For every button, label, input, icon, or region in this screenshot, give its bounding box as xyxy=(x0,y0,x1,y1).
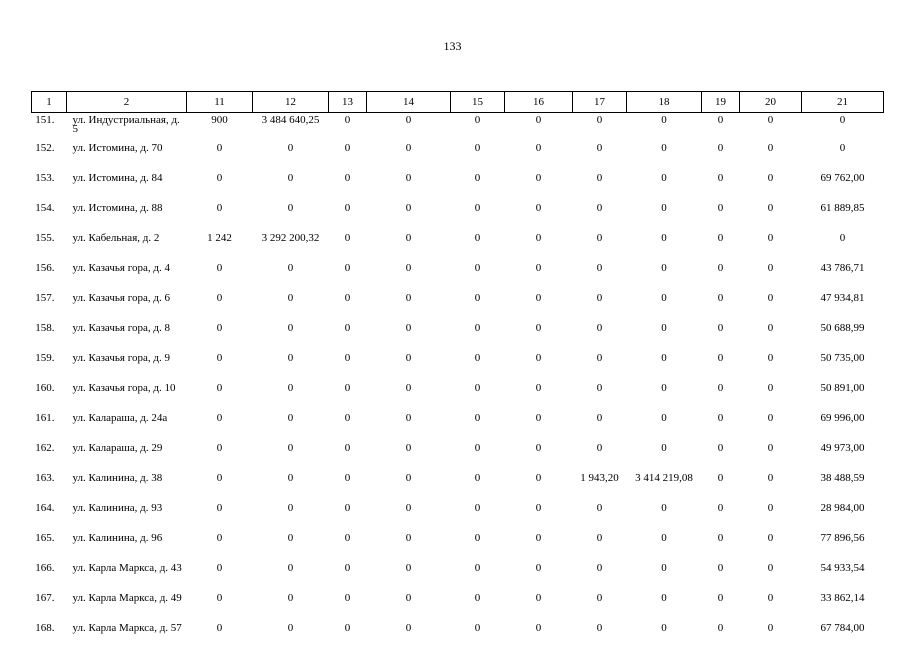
value-cell: 0 xyxy=(740,470,802,500)
value-cell: 0 xyxy=(253,440,329,470)
address-cell: ул. Калинина, д. 96 xyxy=(67,530,187,560)
value-cell: 0 xyxy=(451,113,505,141)
value-cell: 0 xyxy=(740,590,802,620)
row-number-cell: 162. xyxy=(32,440,67,470)
table-row xyxy=(32,500,884,530)
value-cell: 0 xyxy=(187,470,253,500)
value-cell: 0 xyxy=(329,620,367,650)
table-row xyxy=(32,200,884,230)
value-cell: 0 xyxy=(367,290,451,320)
table-row xyxy=(32,590,884,620)
value-cell: 0 xyxy=(253,500,329,530)
value-cell: 0 xyxy=(627,290,702,320)
value-cell: 0 xyxy=(505,320,573,350)
value-cell: 0 xyxy=(505,620,573,650)
value-cell: 0 xyxy=(187,590,253,620)
value-cell: 0 xyxy=(627,560,702,590)
value-cell: 0 xyxy=(187,350,253,380)
value-cell: 0 xyxy=(740,290,802,320)
page-number: 133 xyxy=(0,39,905,54)
value-cell: 3 292 200,32 xyxy=(253,230,329,260)
table-row xyxy=(32,380,884,410)
address-cell: ул. Истомина, д. 70 xyxy=(67,140,187,170)
row-number-cell: 152. xyxy=(32,140,67,170)
column-header-17: 17 xyxy=(573,92,627,113)
value-cell: 1 943,20 xyxy=(573,470,627,500)
value-cell: 0 xyxy=(187,320,253,350)
value-cell: 0 xyxy=(627,200,702,230)
address-cell: ул. Казачья гора, д. 4 xyxy=(67,260,187,290)
value-cell: 0 xyxy=(740,170,802,200)
value-cell: 0 xyxy=(367,113,451,141)
value-cell: 0 xyxy=(702,350,740,380)
value-cell: 0 xyxy=(573,560,627,590)
value-cell: 67 784,00 xyxy=(802,620,884,650)
value-cell: 0 xyxy=(702,170,740,200)
value-cell: 0 xyxy=(253,290,329,320)
value-cell: 0 xyxy=(253,380,329,410)
address-cell: ул. Калинина, д. 38 xyxy=(67,470,187,500)
table-body xyxy=(32,113,884,650)
value-cell: 0 xyxy=(329,113,367,141)
value-cell: 0 xyxy=(702,113,740,141)
value-cell: 0 xyxy=(505,230,573,260)
value-cell: 0 xyxy=(802,230,884,260)
value-cell: 28 984,00 xyxy=(802,500,884,530)
table-row xyxy=(32,140,884,170)
value-cell: 0 xyxy=(505,500,573,530)
table-row xyxy=(32,350,884,380)
value-cell: 0 xyxy=(187,380,253,410)
value-cell: 0 xyxy=(367,500,451,530)
value-cell: 0 xyxy=(627,380,702,410)
value-cell: 0 xyxy=(329,410,367,440)
value-cell: 0 xyxy=(740,530,802,560)
value-cell: 0 xyxy=(627,440,702,470)
value-cell: 0 xyxy=(367,200,451,230)
value-cell: 0 xyxy=(505,590,573,620)
address-cell: ул. Казачья гора, д. 6 xyxy=(67,290,187,320)
value-cell: 0 xyxy=(702,500,740,530)
value-cell: 900 xyxy=(187,113,253,141)
value-cell: 0 xyxy=(329,380,367,410)
value-cell: 0 xyxy=(740,350,802,380)
value-cell: 0 xyxy=(505,113,573,141)
value-cell: 0 xyxy=(627,350,702,380)
value-cell: 0 xyxy=(367,380,451,410)
value-cell: 77 896,56 xyxy=(802,530,884,560)
value-cell: 0 xyxy=(702,320,740,350)
value-cell: 0 xyxy=(740,440,802,470)
value-cell: 0 xyxy=(329,140,367,170)
value-cell: 0 xyxy=(329,320,367,350)
row-number-cell: 163. xyxy=(32,470,67,500)
value-cell: 0 xyxy=(329,350,367,380)
address-cell: ул. Истомина, д. 88 xyxy=(67,200,187,230)
value-cell: 0 xyxy=(573,350,627,380)
value-cell: 0 xyxy=(505,410,573,440)
row-number-cell: 156. xyxy=(32,260,67,290)
value-cell: 0 xyxy=(702,410,740,440)
value-cell: 0 xyxy=(627,530,702,560)
value-cell: 0 xyxy=(451,440,505,470)
value-cell: 0 xyxy=(573,440,627,470)
value-cell: 50 688,99 xyxy=(802,320,884,350)
value-cell: 0 xyxy=(627,500,702,530)
column-header-1: 1 xyxy=(32,92,67,113)
value-cell: 0 xyxy=(367,410,451,440)
value-cell: 0 xyxy=(187,140,253,170)
value-cell: 1 242 xyxy=(187,230,253,260)
value-cell: 0 xyxy=(187,620,253,650)
value-cell: 0 xyxy=(740,620,802,650)
value-cell: 0 xyxy=(451,350,505,380)
row-number-cell: 151. xyxy=(32,113,67,141)
address-cell: ул. Калараша, д. 24а xyxy=(67,410,187,440)
value-cell: 0 xyxy=(451,320,505,350)
value-cell: 0 xyxy=(740,380,802,410)
value-cell: 0 xyxy=(187,260,253,290)
value-cell: 0 xyxy=(253,590,329,620)
value-cell: 0 xyxy=(329,470,367,500)
row-number-cell: 153. xyxy=(32,170,67,200)
value-cell: 0 xyxy=(451,590,505,620)
value-cell: 0 xyxy=(187,200,253,230)
value-cell: 0 xyxy=(253,560,329,590)
value-cell: 0 xyxy=(702,260,740,290)
value-cell: 0 xyxy=(702,290,740,320)
table-row xyxy=(32,230,884,260)
value-cell: 43 786,71 xyxy=(802,260,884,290)
value-cell: 0 xyxy=(367,170,451,200)
value-cell: 0 xyxy=(451,380,505,410)
row-number-cell: 157. xyxy=(32,290,67,320)
column-header-19: 19 xyxy=(702,92,740,113)
value-cell: 3 484 640,25 xyxy=(253,113,329,141)
value-cell: 0 xyxy=(702,590,740,620)
value-cell: 0 xyxy=(187,290,253,320)
value-cell: 0 xyxy=(451,410,505,440)
value-cell: 0 xyxy=(505,380,573,410)
value-cell: 0 xyxy=(329,590,367,620)
value-cell: 0 xyxy=(329,260,367,290)
row-number-cell: 159. xyxy=(32,350,67,380)
value-cell: 0 xyxy=(573,380,627,410)
value-cell: 0 xyxy=(329,170,367,200)
column-header-14: 14 xyxy=(367,92,451,113)
column-header-15: 15 xyxy=(451,92,505,113)
value-cell: 50 891,00 xyxy=(802,380,884,410)
value-cell: 61 889,85 xyxy=(802,200,884,230)
row-number-cell: 168. xyxy=(32,620,67,650)
value-cell: 0 xyxy=(329,230,367,260)
table-header-row xyxy=(32,92,884,113)
value-cell: 0 xyxy=(505,260,573,290)
table-row xyxy=(32,440,884,470)
value-cell: 0 xyxy=(253,320,329,350)
value-cell: 0 xyxy=(451,140,505,170)
value-cell: 0 xyxy=(367,590,451,620)
row-number-cell: 167. xyxy=(32,590,67,620)
value-cell: 0 xyxy=(627,620,702,650)
value-cell: 69 996,00 xyxy=(802,410,884,440)
column-header-12: 12 xyxy=(253,92,329,113)
value-cell: 0 xyxy=(367,530,451,560)
value-cell: 0 xyxy=(573,500,627,530)
value-cell: 50 735,00 xyxy=(802,350,884,380)
value-cell: 0 xyxy=(627,230,702,260)
value-cell: 0 xyxy=(802,113,884,141)
value-cell: 0 xyxy=(702,380,740,410)
table-row xyxy=(32,290,884,320)
row-number-cell: 158. xyxy=(32,320,67,350)
value-cell: 69 762,00 xyxy=(802,170,884,200)
value-cell: 0 xyxy=(253,260,329,290)
value-cell: 0 xyxy=(573,290,627,320)
column-header-21: 21 xyxy=(802,92,884,113)
value-cell: 0 xyxy=(740,113,802,141)
row-number-cell: 161. xyxy=(32,410,67,440)
value-cell: 0 xyxy=(702,470,740,500)
value-cell: 3 414 219,08 xyxy=(627,470,702,500)
row-number-cell: 164. xyxy=(32,500,67,530)
value-cell: 0 xyxy=(367,230,451,260)
address-cell: ул. Карла Маркса, д. 49 xyxy=(67,590,187,620)
value-cell: 0 xyxy=(367,470,451,500)
table-row xyxy=(32,170,884,200)
value-cell: 0 xyxy=(505,440,573,470)
table-row xyxy=(32,320,884,350)
value-cell: 0 xyxy=(740,200,802,230)
address-cell: ул. Калараша, д. 29 xyxy=(67,440,187,470)
value-cell: 0 xyxy=(702,530,740,560)
value-cell: 0 xyxy=(573,170,627,200)
value-cell: 0 xyxy=(187,440,253,470)
value-cell: 0 xyxy=(505,140,573,170)
value-cell: 0 xyxy=(740,140,802,170)
value-cell: 0 xyxy=(187,560,253,590)
value-cell: 0 xyxy=(187,500,253,530)
value-cell: 0 xyxy=(573,590,627,620)
value-cell: 0 xyxy=(740,500,802,530)
address-cell: ул. Казачья гора, д. 10 xyxy=(67,380,187,410)
value-cell: 0 xyxy=(253,140,329,170)
column-header-20: 20 xyxy=(740,92,802,113)
value-cell: 0 xyxy=(451,500,505,530)
value-cell: 0 xyxy=(627,113,702,141)
value-cell: 0 xyxy=(187,530,253,560)
table-row xyxy=(32,560,884,590)
value-cell: 0 xyxy=(573,113,627,141)
value-cell: 0 xyxy=(505,170,573,200)
value-cell: 0 xyxy=(329,200,367,230)
value-cell: 0 xyxy=(573,530,627,560)
column-header-16: 16 xyxy=(505,92,573,113)
value-cell: 0 xyxy=(505,200,573,230)
value-cell: 0 xyxy=(740,410,802,440)
value-cell: 0 xyxy=(573,230,627,260)
address-cell: ул. Истомина, д. 84 xyxy=(67,170,187,200)
value-cell: 0 xyxy=(367,320,451,350)
value-cell: 0 xyxy=(702,140,740,170)
value-cell: 0 xyxy=(253,170,329,200)
value-cell: 54 933,54 xyxy=(802,560,884,590)
value-cell: 0 xyxy=(627,320,702,350)
value-cell: 0 xyxy=(253,620,329,650)
address-cell: ул. Казачья гора, д. 9 xyxy=(67,350,187,380)
value-cell: 0 xyxy=(740,230,802,260)
value-cell: 0 xyxy=(505,470,573,500)
value-cell: 0 xyxy=(505,290,573,320)
value-cell: 0 xyxy=(329,500,367,530)
value-cell: 0 xyxy=(740,260,802,290)
value-cell: 0 xyxy=(627,410,702,440)
column-header-11: 11 xyxy=(187,92,253,113)
value-cell: 0 xyxy=(367,440,451,470)
row-number-cell: 154. xyxy=(32,200,67,230)
table-row xyxy=(32,113,884,141)
address-cell: ул. Калинина, д. 93 xyxy=(67,500,187,530)
value-cell: 0 xyxy=(451,290,505,320)
value-cell: 0 xyxy=(627,140,702,170)
value-cell: 0 xyxy=(329,290,367,320)
value-cell: 49 973,00 xyxy=(802,440,884,470)
address-cell: ул. Казачья гора, д. 8 xyxy=(67,320,187,350)
table-row xyxy=(32,470,884,500)
value-cell: 0 xyxy=(253,410,329,440)
table-row xyxy=(32,410,884,440)
value-cell: 0 xyxy=(505,530,573,560)
value-cell: 0 xyxy=(451,260,505,290)
value-cell: 0 xyxy=(573,320,627,350)
value-cell: 0 xyxy=(367,140,451,170)
value-cell: 0 xyxy=(451,560,505,590)
value-cell: 0 xyxy=(627,170,702,200)
value-cell: 0 xyxy=(573,200,627,230)
column-header-18: 18 xyxy=(627,92,702,113)
value-cell: 0 xyxy=(505,350,573,380)
value-cell: 0 xyxy=(329,440,367,470)
value-cell: 0 xyxy=(573,140,627,170)
value-cell: 0 xyxy=(702,200,740,230)
row-number-cell: 160. xyxy=(32,380,67,410)
value-cell: 0 xyxy=(367,620,451,650)
value-cell: 0 xyxy=(253,530,329,560)
value-cell: 0 xyxy=(451,530,505,560)
table-row xyxy=(32,530,884,560)
value-cell: 0 xyxy=(802,140,884,170)
value-cell: 0 xyxy=(253,470,329,500)
value-cell: 38 488,59 xyxy=(802,470,884,500)
address-cell: ул. Карла Маркса, д. 57 xyxy=(67,620,187,650)
row-number-cell: 165. xyxy=(32,530,67,560)
value-cell: 0 xyxy=(451,470,505,500)
row-number-cell: 155. xyxy=(32,230,67,260)
value-cell: 0 xyxy=(505,560,573,590)
value-cell: 0 xyxy=(367,350,451,380)
table-row xyxy=(32,260,884,290)
value-cell: 0 xyxy=(740,560,802,590)
value-cell: 0 xyxy=(329,530,367,560)
value-cell: 0 xyxy=(702,440,740,470)
value-cell: 0 xyxy=(187,170,253,200)
value-cell: 0 xyxy=(451,620,505,650)
address-cell: ул. Карла Маркса, д. 43 xyxy=(67,560,187,590)
value-cell: 47 934,81 xyxy=(802,290,884,320)
value-cell: 0 xyxy=(253,200,329,230)
row-number-cell: 166. xyxy=(32,560,67,590)
value-cell: 0 xyxy=(573,620,627,650)
data-table xyxy=(31,91,884,650)
column-header-2: 2 xyxy=(67,92,187,113)
value-cell: 0 xyxy=(573,410,627,440)
address-cell: ул. Кабельная, д. 2 xyxy=(67,230,187,260)
address-cell: ул. Индустриальная, д. 5 xyxy=(67,113,187,141)
value-cell: 0 xyxy=(627,590,702,620)
value-cell: 0 xyxy=(329,560,367,590)
value-cell: 0 xyxy=(451,230,505,260)
value-cell: 0 xyxy=(451,200,505,230)
value-cell: 0 xyxy=(573,260,627,290)
value-cell: 33 862,14 xyxy=(802,590,884,620)
value-cell: 0 xyxy=(702,230,740,260)
value-cell: 0 xyxy=(702,560,740,590)
value-cell: 0 xyxy=(627,260,702,290)
table-row xyxy=(32,620,884,650)
value-cell: 0 xyxy=(367,260,451,290)
value-cell: 0 xyxy=(367,560,451,590)
value-cell: 0 xyxy=(702,620,740,650)
value-cell: 0 xyxy=(740,320,802,350)
column-header-13: 13 xyxy=(329,92,367,113)
value-cell: 0 xyxy=(451,170,505,200)
value-cell: 0 xyxy=(253,350,329,380)
value-cell: 0 xyxy=(187,410,253,440)
